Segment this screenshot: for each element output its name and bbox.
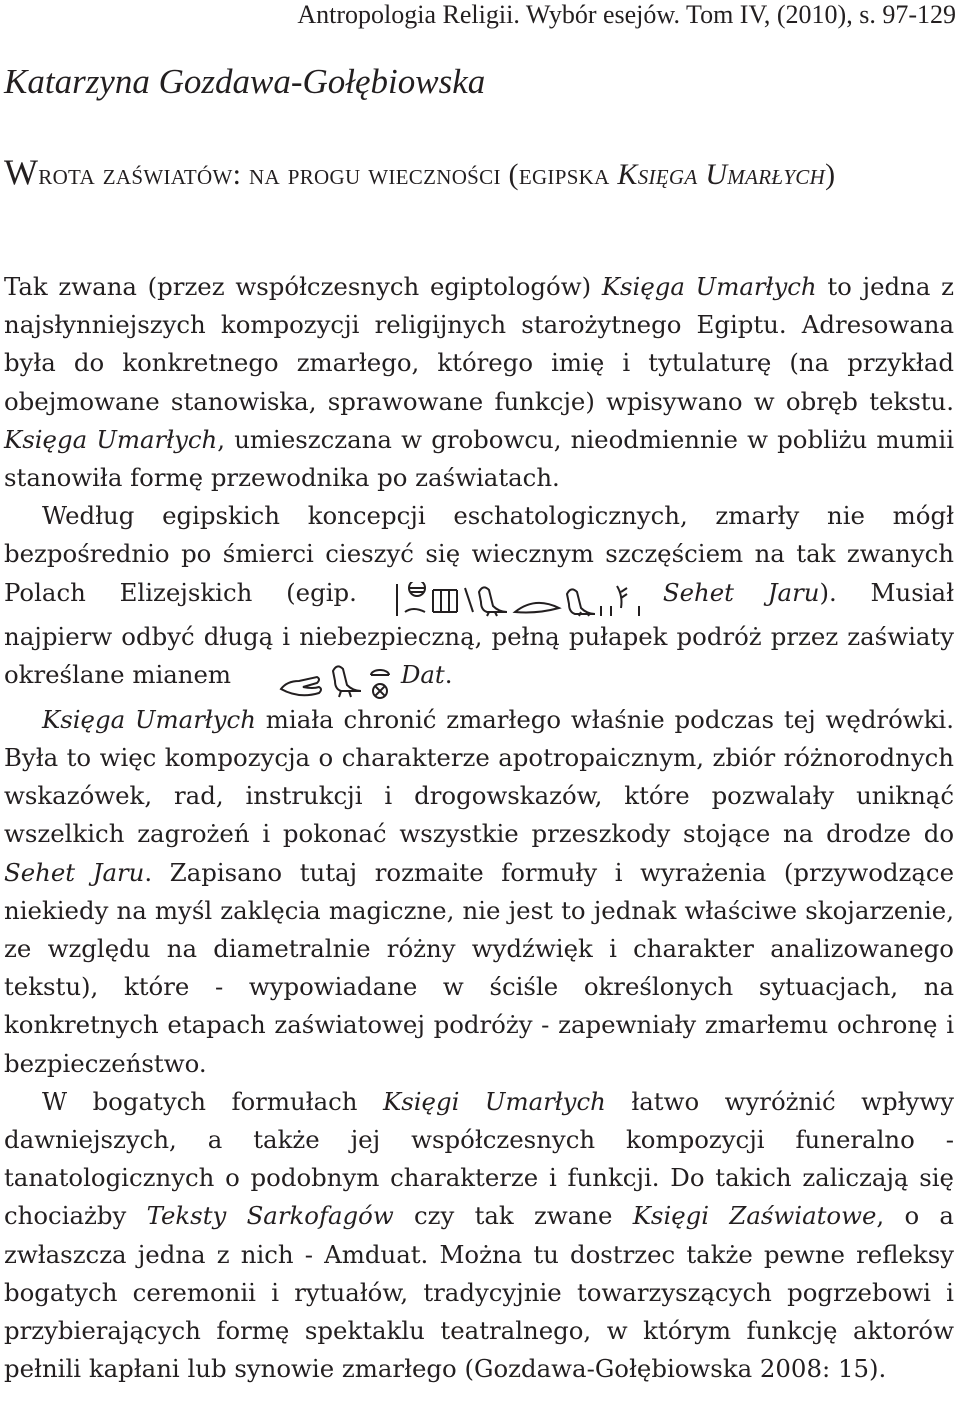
p3-italic-c: Sehet Jaru [4,857,145,887]
hieroglyphs-dat [239,662,401,701]
paragraph-2 [4,497,954,701]
author-name: Katarzyna Gozdawa-Gołębiowska [4,62,486,101]
p2-italic-b: Sehet Jaru [662,577,820,607]
p2-italic-d: Dat [400,660,445,690]
hieroglyphs-sehet-jaru [357,580,663,619]
p4-italic-d: Teksty Sarkofagów [146,1201,394,1231]
paragraph-3 [4,701,954,1083]
p1-text-a: Tak zwana (przez współczesnych egiptologów) [4,272,602,301]
article-title [4,150,954,197]
p3-text-d: . Zapisano tutaj rozmaite formuły i wyrażenia (przywodzące niekiedy na myśl zaklęcia magiczne, nie jest to jednak właściwe skojarzenie, ze względu na diametralnie różny wydźwięk i charakter analizowanego tekstu), które - wypowiadane w ściśle określonych sytuacjach, na konkretnych etapach zaświatowej podróży - zapewniały zmarłemu ochronę i bezpieczeństwo. [4,857,955,1078]
p2-text-c: ). Musiał najpierw odbyć długą i niebezpieczną, pełną pułapek podróż przez zaświaty określane mianem [4,577,955,690]
p3-text-b: miała chronić zmarłego właśnie podczas tej wędrówki. Była to więc kompozycja o charakterze apotropaicznym, zbiór różnorodnych wskazówek, rad, instrukcji i drogowskazów, które pozwalały uniknąć wszelkich zagrożeń i pokonać wszystkie przeszkody stojące na drodze do [4,704,954,849]
title-close: ) [825,158,836,191]
article-body [4,268,954,1388]
title-initial: W [4,152,39,192]
paragraph-1 [4,268,954,497]
p1-text-c: to jedna z najsłynniejszych kompozycji religijnych starożytnego Egiptu. Adresowana była do konkretnego zmarłego, którego imię i tytulaturę (na przykład obejmowane stanowiska, sprawowane funkcje) wpisywano w obręb tekstu. [4,272,954,416]
p4-text-c: łatwo wyróżnić wpływy dawniejszych, a także jej współczesnych kompozycji funeralno - tanatologicznych o podobnym charakterze i funkcji. Do takich zaliczają się chociażby [4,1086,954,1231]
p4-italic-f: Księgi Zaświatowe [632,1201,877,1231]
p2-text-a: Według egipskich koncepcji eschatologicznych, zmarły nie mógł bezpośrednio po śmierci cieszyć się wiecznym szczęściem na tak zwanych Polach Elizejskich (egip. [4,501,954,607]
p1-text-e: , umieszczana w grobowcu, nieodmiennie w pobliżu mumii stanowiła formę przewodnika po zaświatach. [4,424,954,493]
p2-text-e: . [444,660,453,690]
p1-italic-b: Księga Umarłych [601,272,817,301]
p4-italic-b: Księgi Umarłych [383,1086,606,1116]
hieroglyph-dat-icon [277,665,401,701]
p4-text-a: W bogatych formułach [42,1086,383,1116]
hieroglyph-group-icon [395,582,663,618]
running-header: Antropologia Religii. Wybór esejów. Tom IV, (2010), s. 97-129 [297,0,956,29]
p3-italic-a: Księga Umarłych [42,704,256,734]
p4-text-e: czy tak zwane [393,1201,633,1231]
title-italic: Księga Umarłych [617,158,826,191]
p4-text-g: , o a zwłaszcza jedna z nich - Amduat. Można tu dostrzec także pewne refleksy bogatych ceremonii i rytuałów, tradycyjnie towarzyszących pogrzebowi i przybierających formę spektaklu teatralnego, w którym funkcję aktorów pełnili kapłani lub synowie zmarłego (Gozdawa-Gołębiowska 2008: 15). [4,1201,954,1384]
title-rest: rota zaświatów: na progu wieczności (egipska [38,158,618,191]
paragraph-4 [4,1083,954,1389]
p1-italic-d: Księga Umarłych [4,424,218,454]
